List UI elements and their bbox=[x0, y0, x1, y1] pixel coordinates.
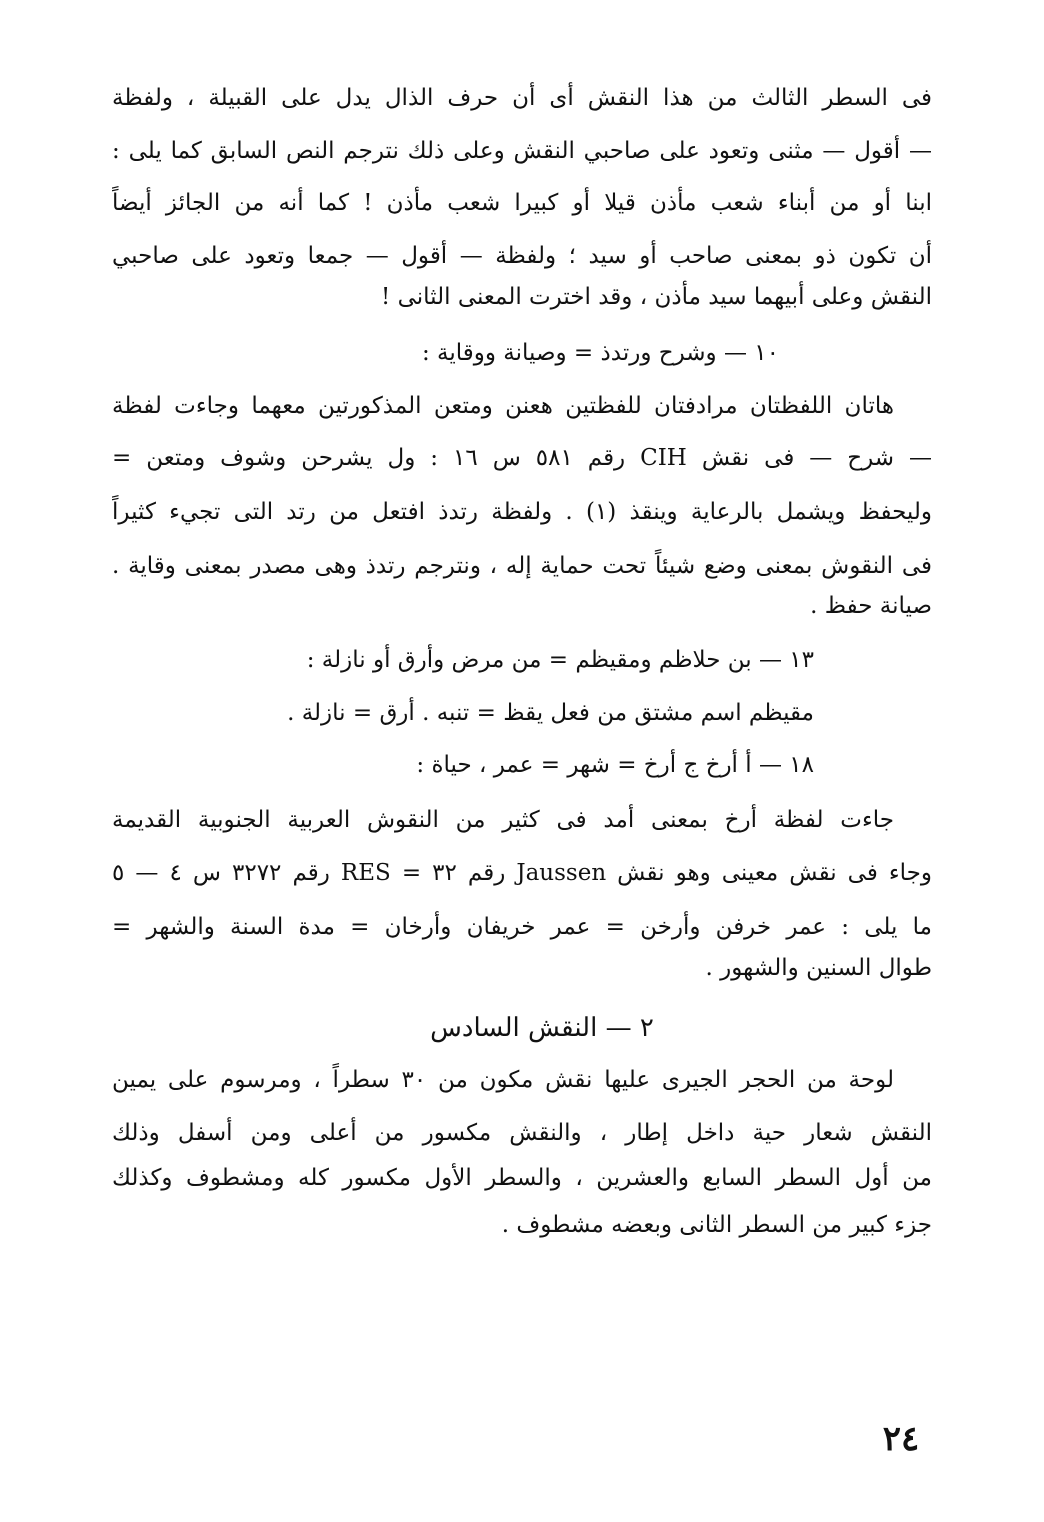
paragraph-line: طوال السنين والشهور . bbox=[705, 955, 932, 981]
paragraph-line: وجاء فى نقش معينى وهو نقش Jaussen رقم ٣٢ = RES رقم ٣٢٧٢ س ٤ — ٥ bbox=[112, 860, 932, 886]
item-10-heading: ١٠ — وشرح ورتدذ = وصيانة ووقاية : bbox=[421, 340, 779, 366]
item-18-heading: ١٨ — أ أرخ ج أرخ = شهر = عمر ، حياة : bbox=[416, 752, 814, 778]
paragraph-line: من أول السطر السابع والعشرين ، والسطر الأول مكسور كله ومشطوف وكذلك bbox=[112, 1165, 932, 1191]
item-13-heading: ١٣ — بن حلاظم ومقيظم = من مرض وأرق أو نازلة : bbox=[306, 647, 814, 673]
paragraph-line: مقيظم اسم مشتق من فعل يقظ = تنبه . أرق = نازلة . bbox=[287, 700, 814, 726]
paragraph-line: — أقول — مثنى وتعود على صاحبي النقش وعلى ذلك نترجم النص السابق كما يلى : bbox=[112, 138, 932, 164]
paragraph-line: لوحة من الحجر الجيرى عليها نقش مكون من ٣٠ سطراً ، ومرسوم على يمين bbox=[112, 1067, 894, 1093]
paragraph-line: جاءت لفظة أرخ بمعنى أمد فى كثير من النقوش العربية الجنوبية القديمة bbox=[112, 807, 894, 833]
paragraph-line: ما يلى : عمر خرفن وأرخن = عمر خريفان وأرخان = مدة السنة والشهر = bbox=[112, 914, 932, 940]
paragraph-line: أن تكون ذو بمعنى صاحب أو سيد ؛ ولفظة — أقول — جمعا وتعود على صاحبي bbox=[112, 243, 932, 269]
paragraph-line: ابنا أو من أبناء شعب مأذن قيلا أو كبيرا شعب مأذن ! كما أنه من الجائز أيضاً bbox=[112, 190, 932, 216]
section-title: ٢ — النقش السادس bbox=[430, 1013, 654, 1043]
paragraph-line: — شرح — فى نقش CIH رقم ٥٨١ س ١٦ : ول يشرحن وشوف ومتعن = bbox=[112, 445, 932, 471]
paragraph-line: هاتان اللفظتان مرادفتان للفظتين هعنن ومتعن المذكورتين معهما وجاءت لفظة bbox=[112, 393, 894, 419]
paragraph-line: وليحفظ ويشمل بالرعاية وينقذ (١) . ولفظة رتدذ افتعل من رتد التى تجيء كثيراً bbox=[112, 499, 932, 525]
paragraph-line: النقش وعلى أبيهما سيد مأذن ، وقد اخترت المعنى الثانى ! bbox=[381, 284, 932, 310]
paragraph-line: النقش شعار حية داخل إطار ، والنقش مكسور من أعلى ومن أسفل وذلك bbox=[112, 1120, 932, 1146]
paragraph-line: فى السطر الثالث من هذا النقش أى أن حرف الذال يدل على القبيلة ، ولفظة bbox=[112, 85, 932, 111]
paragraph-line: صيانة حفظ . bbox=[810, 593, 932, 619]
paragraph-line: فى النقوش بمعنى وضع شيئاً تحت حماية إله ، ونترجم رتدذ وهى مصدر بمعنى وقاية . bbox=[112, 553, 932, 579]
paragraph-line: جزء كبير من السطر الثانى وبعضه مشطوف . bbox=[501, 1212, 932, 1238]
page-number: ٢٤ bbox=[882, 1419, 920, 1459]
